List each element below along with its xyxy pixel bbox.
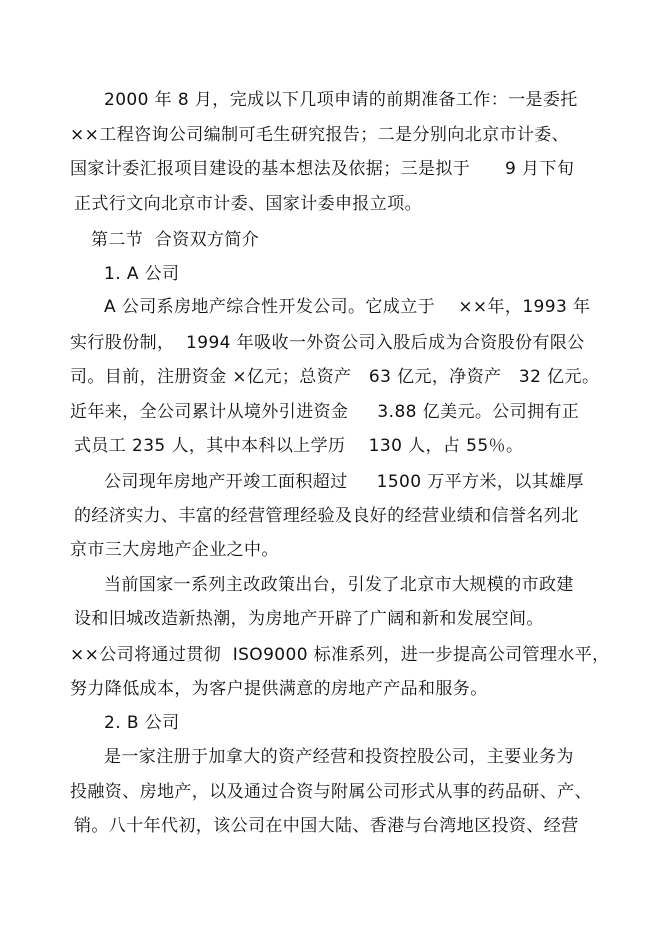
- paragraph-line: 当前国家一系列主改政策出台，引发了北京市大规模的市政建: [104, 575, 574, 595]
- paragraph-line: 投融资、房地产，以及通过合资与附属公司形式从事的药品研、产、: [70, 782, 592, 802]
- paragraph-line: A 公司系房地产综合性开发公司。它成立于 ××年，1993 年: [104, 297, 591, 317]
- subsection-heading: 1. A 公司: [104, 264, 180, 284]
- paragraph-line: 销。八十年代初，该公司在中国大陆、香港与台湾地区投资、经营: [74, 816, 579, 836]
- paragraph-line: 式员工 235 人，其中本科以上学历 130 人，占 55％。: [74, 436, 524, 456]
- paragraph-line: 的经济实力、丰富的经营管理经验及良好的经营业绩和信誉名列北: [74, 506, 579, 526]
- paragraph-line: 京市三大房地产企业之中。: [70, 540, 279, 560]
- paragraph-line: 正式行文向北京市计委、国家计委申报立项。: [74, 194, 422, 214]
- subsection-heading: 2. B 公司: [104, 713, 180, 733]
- paragraph-line: 2000 年 8 月，完成以下几项申请的前期准备工作：一是委托: [104, 90, 578, 110]
- paragraph-line: 实行股份制， 1994 年吸收一外资公司入股后成为合资股份有限公: [70, 333, 585, 353]
- paragraph-line: 国家计委汇报项目建设的基本想法及依据；三是拟于 9 月下旬: [70, 159, 575, 179]
- paragraph-line: 是一家注册于加拿大的资产经营和投资控股公司，主要业务为: [104, 747, 574, 767]
- paragraph-line: 公司现年房地产开竣工面积超过 1500 万平方米，以其雄厚: [104, 472, 584, 492]
- paragraph-line: 努力降低成本，为客户提供满意的房地产产品和服务。: [70, 679, 488, 699]
- section-heading: 第二节 合资双方简介: [91, 230, 260, 250]
- paragraph-line: 设和旧城改造新热潮，为房地产开辟了广阔和新和发展空间。: [74, 609, 544, 629]
- paragraph-line: 近年来，全公司累计从境外引进资金 3.88 亿美元。公司拥有正: [70, 402, 580, 422]
- paragraph-line: 司。目前，注册资金 ×亿元；总资产 63 亿元，净资产 32 亿元。: [70, 367, 600, 387]
- paragraph-line: ××工程咨询公司编制可毛生研究报告；二是分别向北京市计委、: [70, 125, 570, 145]
- paragraph-line: ××公司将通过贯彻 ISO9000 标准系列，进一步提高公司管理水平，: [70, 645, 610, 665]
